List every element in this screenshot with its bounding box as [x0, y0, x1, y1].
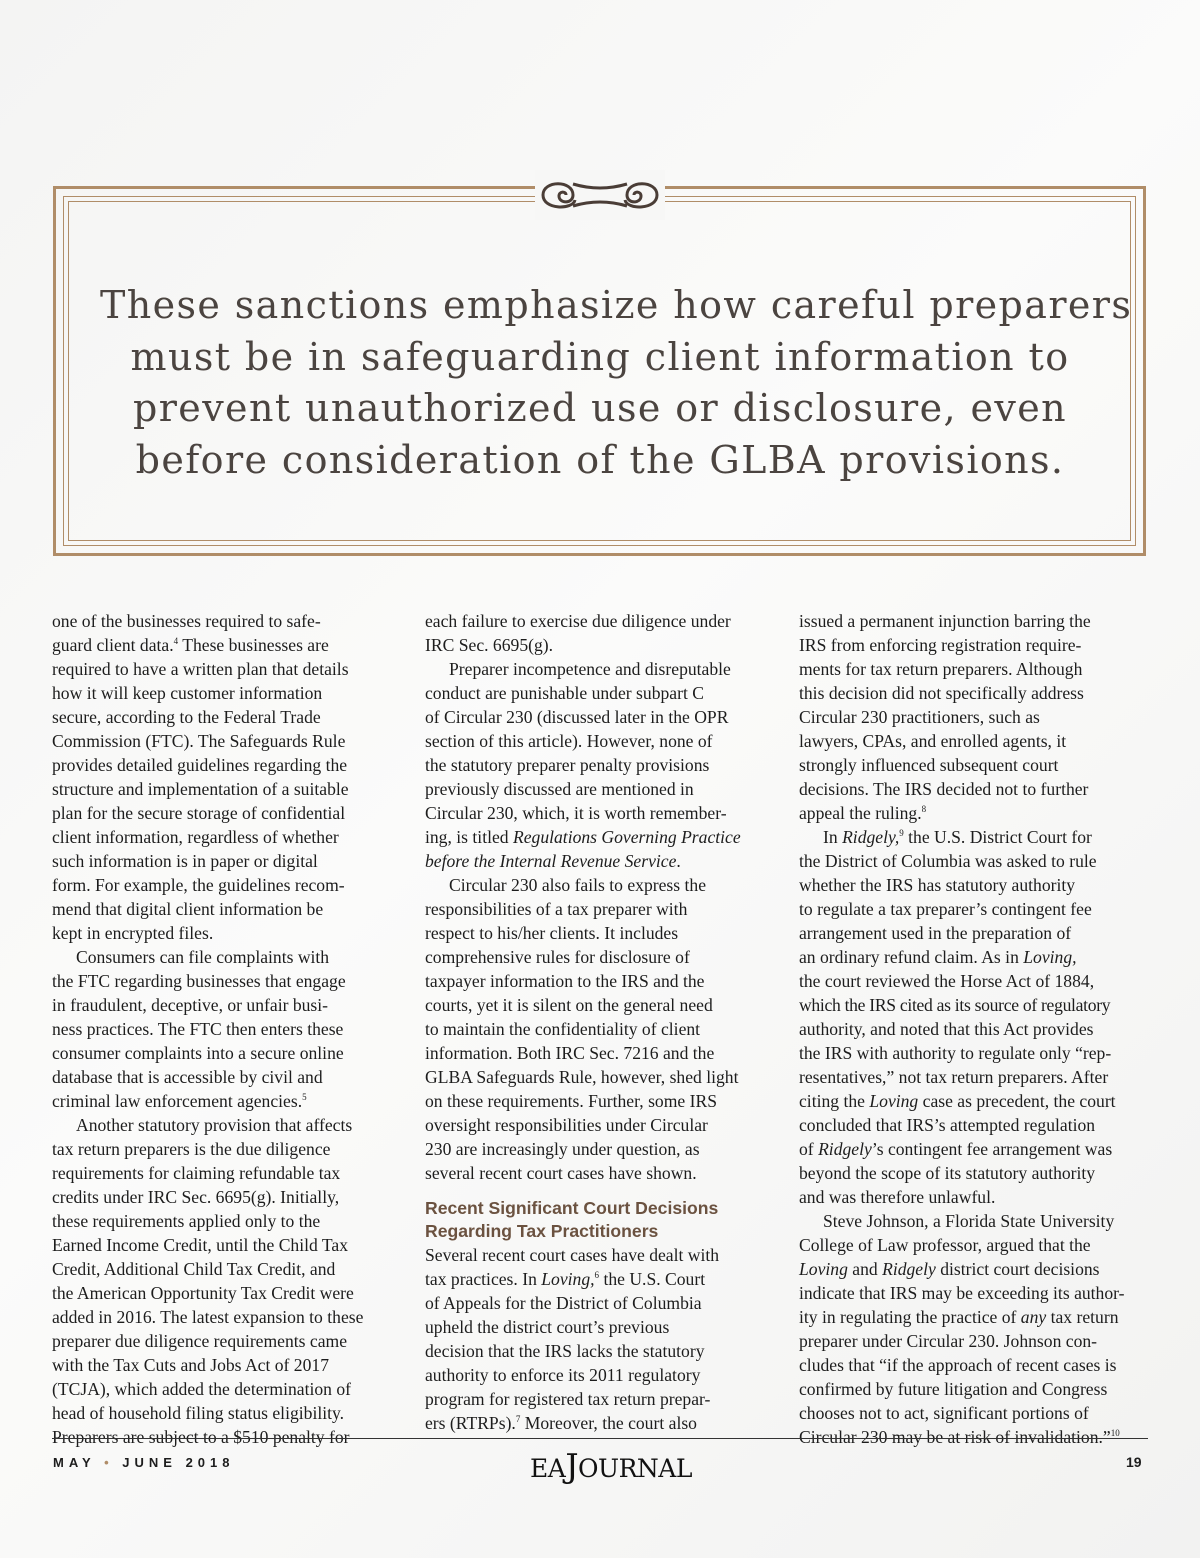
paragraph: In Ridgely,$^9$ the U.S. District Court for the District of Columbia was asked to rule whether the IRS has statutory authority to regulate a tax preparer’s contingent fee arrangement used in the preparation of an ordinary refund claim. As in Loving, the court reviewed the Horse Act of 1884, which the IRS cited as its source of regulatory authority, and noted that this Act provides the IRS with authority to regulate only “rep- resentatives,” not tax return preparers. After citing the Loving case as precedent, the court concluded that IRS’s attempted regulation of Ridgely’s contingent fee arrangement was beyond the scope of its statutory authority and was therefore unlawful. — [799, 827, 1116, 1207]
footnote-ref: 4 — [173, 636, 179, 647]
article-column-1 — [52, 609, 402, 1449]
paragraph: Another statutory provision that affects tax return preparers is the due diligence requirements for claiming refundable tax credits under IRC Sec. 6695(g). Initially, these requirements applied only to the Earned Income Credit, until the Child Tax Credit, Additional Child Tax Credit, and the American Opportunity Tax Credit were added in 2016. The latest expansion to these preparer due diligence requirements came with the Tax Cuts and Jobs Act of 2017 (TCJA), which added the determination of head of household filing status eligibility. Preparers are subject to a $510 penalty for — [52, 1115, 364, 1447]
footer-rule — [52, 1438, 1148, 1439]
paragraph: Preparer incompetence and disreputable conduct are punishable under subpart C of Circular 230 (discussed later in the OPR section of this article). However, none of the statutory preparer penalty provisions previously discussed are mentioned in Circular 230, which, it is worth remember- ing, is titled Regulations Governing Practice before the Internal Revenue Service. — [425, 659, 741, 871]
footnote-ref: 8 — [921, 804, 927, 815]
pullquote-line: must be in safeguarding client information to — [130, 334, 1070, 379]
footnote-ref: 5 — [302, 1092, 307, 1103]
scroll-ornament-icon — [535, 170, 665, 220]
publication-logo: EAJOURNAL — [530, 1446, 692, 1485]
footnote-ref: 10 — [1110, 1428, 1120, 1439]
pullquote — [100, 280, 1133, 486]
paragraph: each failure to exercise due diligence under IRC Sec. 6695(g). — [425, 611, 731, 655]
pullquote-line: prevent unauthorized use or disclosure, even — [133, 386, 1067, 430]
separator-dot: • — [104, 1455, 114, 1470]
paragraph: Consumers can file complaints with the FTC regarding businesses that engage in fraudulent, deceptive, or unfair busi- ness practices. The FTC then enters these consumer complaints into a secure online database that is accessible by civil and criminal law enforcement agencies.$^5$ — [52, 947, 346, 1111]
pullquote-line: before consideration of the GLBA provisions. — [135, 437, 1065, 482]
paragraph: Several recent court cases have dealt with tax practices. In Loving,$^6$ the U.S. Court of Appeals for the District of Columbia upheld the district court’s previous decision that the IRS lacks the statutory authority to enforce its 2011 regulatory program for registered tax return prepar- ers (RTRPs).$^7$ Moreover, the court also — [425, 1245, 720, 1433]
footnote-ref: 7 — [515, 1414, 521, 1425]
paragraph: Circular 230 also fails to express the responsibilities of a tax preparer with respect to his/her clients. It includes comprehensive rules for disclosure of taxpayer information to the IRS and the courts, yet it is silent on the general need to maintain the confidentiality of client information. Both IRC Sec. 7216 and the GLBA Safeguards Rule, however, shed light on these requirements. Further, some IRS oversight responsibilities under Circular 230 are increasingly under question, as several recent court cases have shown. — [425, 875, 739, 1183]
article-column-2 — [425, 609, 775, 1435]
pullquote-line: These sanctions emphasize how careful preparers — [100, 283, 1133, 327]
article-column-3 — [799, 609, 1149, 1449]
issue-date: MAY • JUNE 2018 — [53, 1455, 235, 1470]
paragraph: issued a permanent injunction barring the IRS from enforcing registration require- ments for tax return preparers. Although this decision did not specifically address Circular 230 practitioners, such as lawyers, CPAs, and enrolled agents, it strongly influenced subsequent court decisions. The IRS decided not to further appeal the ruling.$^8$ — [799, 611, 1091, 823]
section-heading: Recent Significant Court Decisions Regarding Tax Practitioners — [425, 1198, 719, 1241]
page-number: 19 — [1126, 1454, 1142, 1470]
paragraph: Steve Johnson, a Florida State University College of Law professor, argued that the Loving and Ridgely district court decisions indicate that IRS may be exceeding its author- ity in regulating the practice of any tax return preparer under Circular 230. Johnson con- cludes that “if the approach of recent cases is confirmed by future litigation and Congress chooses not to act, significant portions of Circular 230 may be at risk of invalidation.”$^{10}$ — [799, 1211, 1125, 1447]
footnote-ref: 6 — [594, 1270, 600, 1281]
paragraph: one of the businesses required to safe- guard client data.$^4$ These businesses are required to have a written plan that details how it will keep customer information secure, according to the Federal Trade Commission (FTC). The Safeguards Rule provides detailed guidelines regarding the structure and implementation of a suitable plan for the secure storage of confidential client information, regardless of whether such information is in paper or digital form. For example, the guidelines recom- mend that digital client information be kept in encrypted files. — [52, 611, 349, 943]
footnote-ref: 9 — [899, 828, 904, 839]
